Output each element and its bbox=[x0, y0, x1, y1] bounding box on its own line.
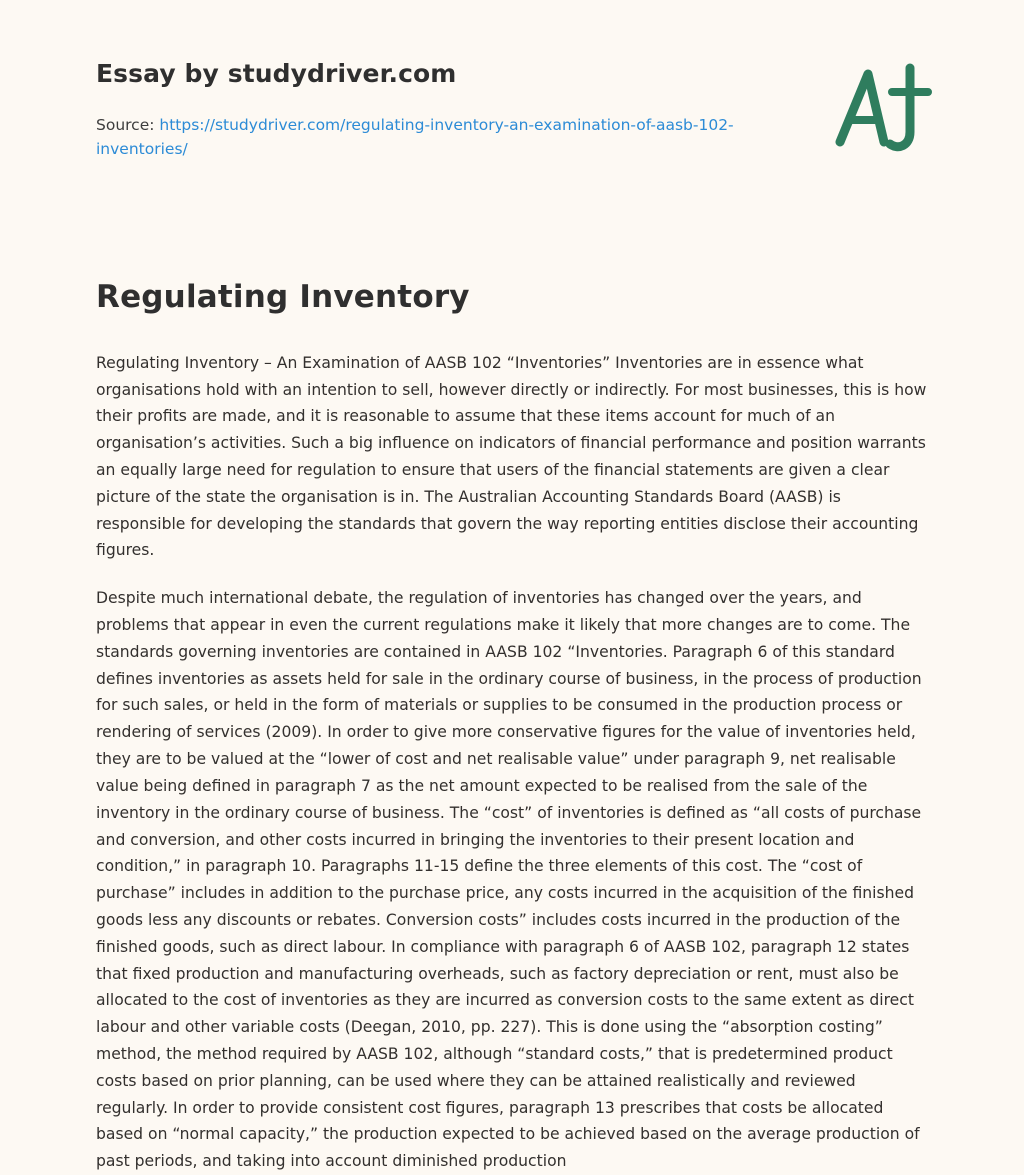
article-body bbox=[96, 350, 928, 1175]
page-title: Regulating Inventory bbox=[96, 278, 470, 315]
paragraph: Despite much international debate, the regulation of inventories has changed over the years, and problems that appear in even the current regulations make it likely that more changes are to come. The standards governing inventories are contained in AASB 102 “Inventories. Paragraph 6 of this standard defines inventories as assets held for sale in the ordinary course of business, in the process of production for such sales, or held in the form of materials or supplies to be consumed in the production process or rendering of services (2009). In order to give more conservative figures for the value of inventories held, they are to be valued at the “lower of cost and net realisable value” under paragraph 9, net realisable value being defined in paragraph 7 as the net amount expected to be realised from the sale of the inventory in the ordinary course of business. The “cost” of inventories is defined as “all costs of purchase and conversion, and other costs incurred in bringing the inventories to their present location and condition,” in paragraph 10. Paragraphs 11-15 define the three elements of this cost. The “cost of purchase” includes in addition to the purchase price, any costs incurred in the acquisition of the finished goods less any discounts or rebates. Conversion costs” includes costs incurred in the production of the finished goods, such as direct labour. In compliance with paragraph 6 of AASB 102, paragraph 12 states that fixed production and manufacturing overheads, such as factory depreciation or rent, must also be allocated to the cost of inventories as they are incurred as conversion costs to the same extent as direct labour and other variable costs (Deegan, 2010, pp. 227). This is done using the “absorption costing” method, the method required by AASB 102, although “standard costs,” that is predetermined product costs based on prior planning, can be used where they can be attained realistically and reviewed regularly. In order to provide consistent cost figures, paragraph 13 prescribes that costs be allocated based on “normal capacity,” the production expected to be achieved based on the average production of past periods, and taking into account diminished production bbox=[96, 589, 922, 1171]
source-line bbox=[96, 113, 736, 161]
paragraph: Regulating Inventory – An Examination of AASB 102 “Inventories” Inventories are in essence what organisations hold with an intention to sell, however directly or indirectly. For most businesses, this is how their profits are made, and it is reasonable to assume that these items account for much of an organisation’s activities. Such a big influence on indicators of financial performance and position warrants an equally large need for regulation to ensure that users of the financial statements are given a clear picture of the state the organisation is in. The Australian Accounting Standards Board (AASB) is responsible for developing the standards that govern the way reporting entities disclose their accounting figures. bbox=[96, 353, 927, 560]
essay-byline: Essay by studydriver.com bbox=[96, 59, 457, 88]
source-label: Source: bbox=[96, 115, 160, 134]
studydriver-logo-icon bbox=[824, 62, 936, 154]
source-url-link[interactable]: https://studydriver.com/regulating-inventory-an-examination-of-aasb-102-inventories/ bbox=[96, 115, 734, 158]
